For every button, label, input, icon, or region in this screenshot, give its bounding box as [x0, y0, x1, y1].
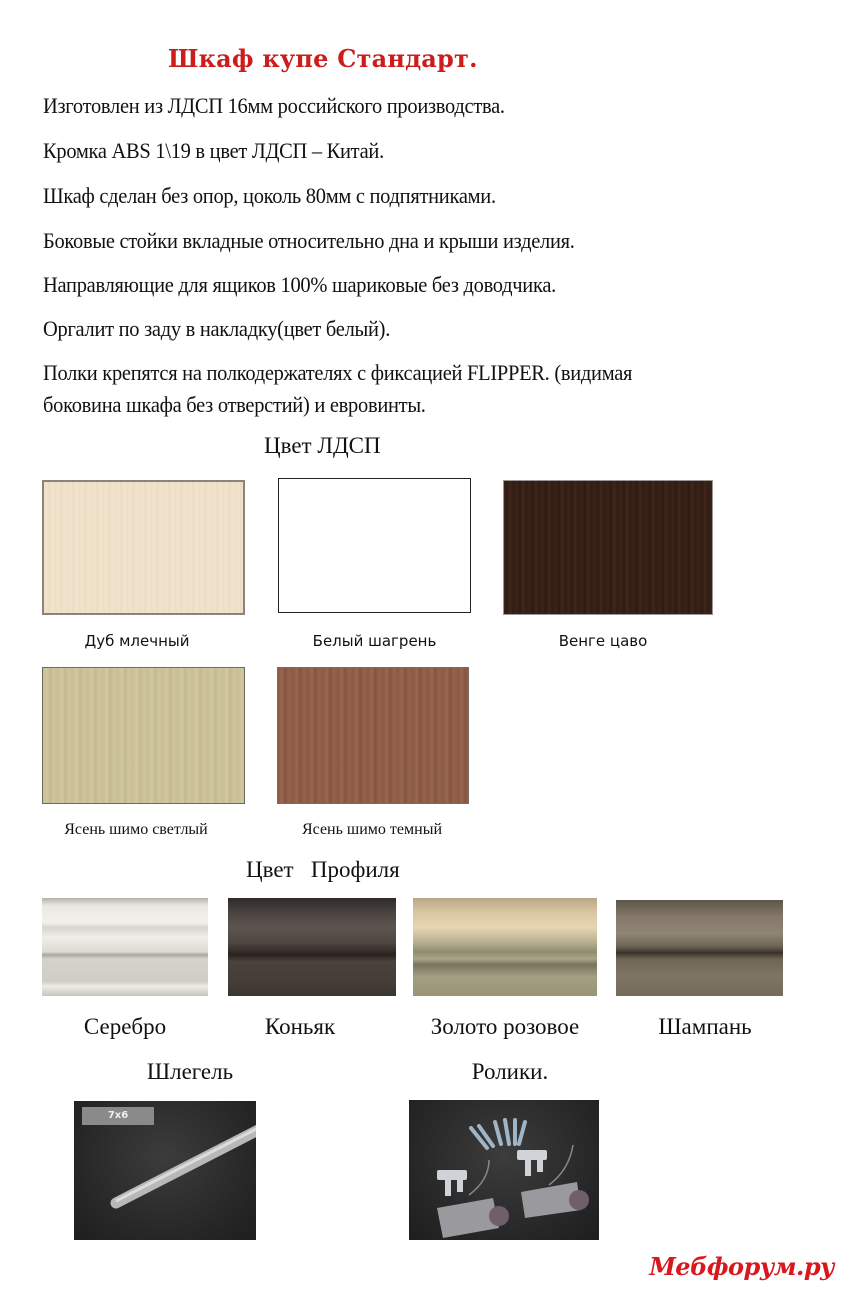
swatch-profile-zoloto-rozovoe: [413, 898, 597, 996]
swatch-label: Коньяк: [264, 1014, 336, 1039]
spec-item: Полки крепятся на полкодержателях с фиксацией FLIPPER. (видимая: [43, 360, 633, 385]
swatch-profile-konyak: [228, 898, 396, 996]
size-tag: 7x6: [82, 1107, 154, 1125]
rollers-photo: [409, 1100, 599, 1240]
spec-item: боковина шкафа без отверстий) и евровинты.: [43, 392, 426, 417]
swatch-label: Ясень шимо светлый: [64, 821, 208, 838]
spec-item: Изготовлен из ЛДСП 16мм российского производства.: [43, 93, 505, 118]
swatch-profile-shampan: [616, 900, 783, 996]
seal-strip-icon: [74, 1101, 256, 1240]
swatch-label: Белый шагрень: [312, 632, 437, 650]
swatch-label: Венге цаво: [558, 632, 648, 650]
ldsp-color-heading: Цвет ЛДСП: [264, 433, 381, 458]
swatch-profile-serebro: [42, 898, 208, 996]
spec-item: Боковые стойки вкладные относительно дна и крыши изделия.: [43, 228, 575, 253]
swatch-bely-shagren: [278, 478, 471, 613]
swatch-venge-tsavo: [503, 480, 713, 615]
swatch-label: Шампань: [658, 1014, 752, 1039]
profile-color-heading: Цвет Профиля: [246, 857, 400, 882]
roller-kit-icon: [409, 1100, 599, 1240]
swatch-label: Серебро: [83, 1014, 167, 1039]
spec-item: Оргалит по заду в накладку(цвет белый).: [43, 316, 391, 341]
swatch-yasen-shimo-light: [42, 667, 245, 804]
site-watermark-logo: Мебфорум.ру: [649, 1252, 834, 1281]
rollers-heading: Ролики.: [471, 1059, 549, 1084]
schlegel-heading: Шлегель: [146, 1059, 234, 1084]
swatch-dub-mlechny: [42, 480, 245, 615]
spec-item: Кромка ABS 1\19 в цвет ЛДСП – Китай.: [43, 138, 384, 163]
swatch-yasen-shimo-dark: [277, 667, 469, 804]
swatch-label: Золото розовое: [430, 1014, 580, 1039]
spec-item: Шкаф сделан без опор, цоколь 80мм с подпятниками.: [43, 183, 496, 208]
swatch-label: Дуб млечный: [84, 632, 190, 650]
swatch-label: Ясень шимо темный: [301, 821, 443, 838]
page-title: Шкаф купе Стандарт.: [168, 44, 478, 73]
schlegel-photo: [74, 1101, 256, 1240]
spec-item: Направляющие для ящиков 100% шариковые без доводчика.: [43, 272, 556, 297]
